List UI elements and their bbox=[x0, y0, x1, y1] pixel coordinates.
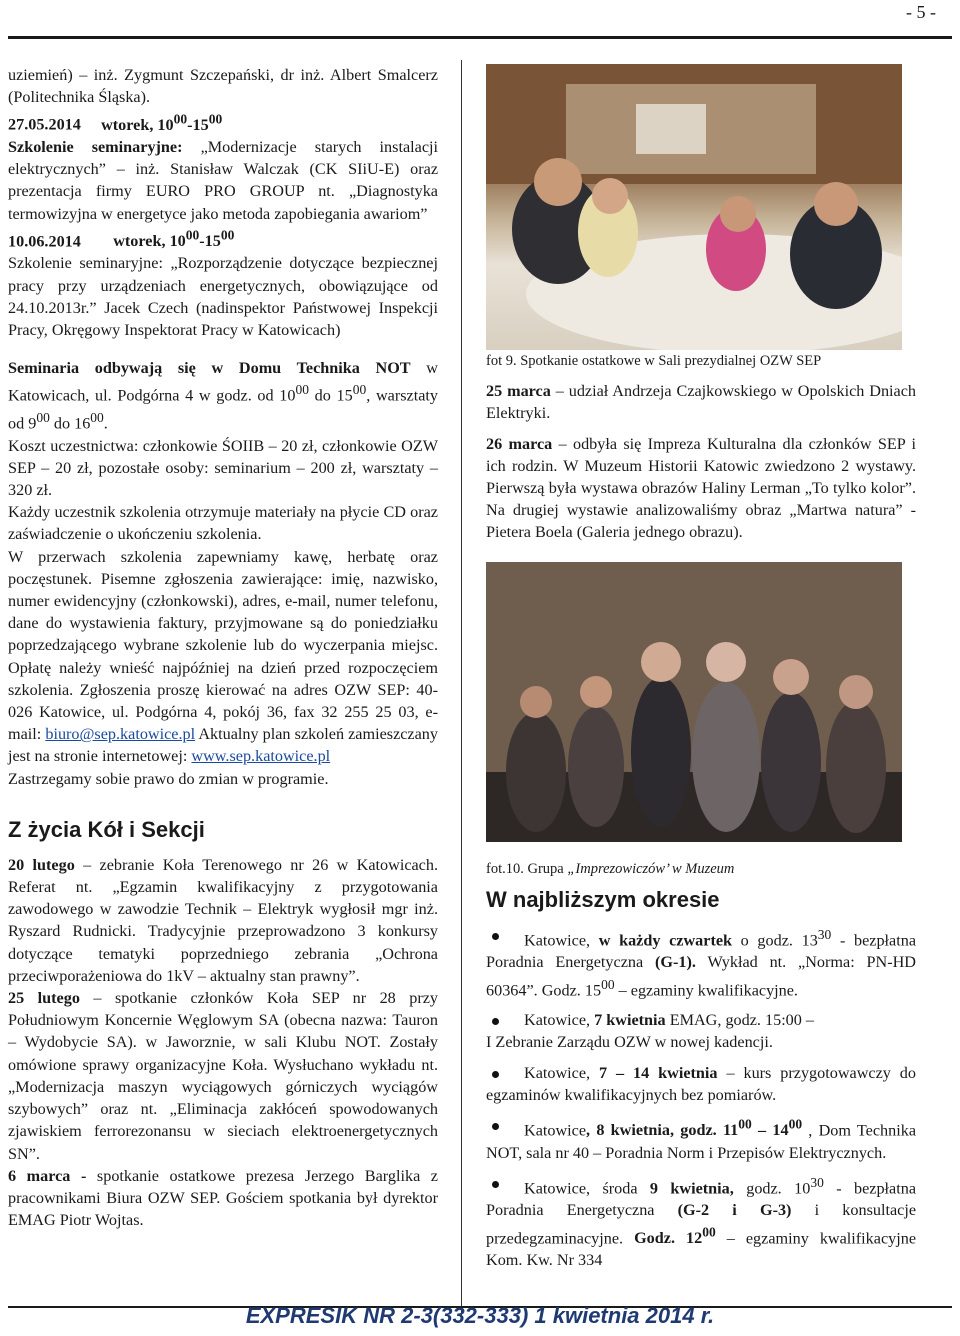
event-3 bbox=[8, 1165, 438, 1232]
b1-d: - bezpłatna Poradnia Energetyczna bbox=[486, 931, 917, 972]
cost-text: Koszt uczestnictwa: członkowie ŚOIIB – 20 zł, członkowie OZW SEP – 20 zł, pozostałe osoby: seminarium – 200 zł, warsztaty – 320 zł. bbox=[8, 436, 438, 500]
b5-b: 9 kwietnia, bbox=[649, 1179, 734, 1198]
b5-a: Katowice, środa bbox=[524, 1179, 650, 1198]
right-column bbox=[486, 64, 916, 1279]
intro-tail: uziemień) – inż. Zygmunt Szczepański, dr inż. Albert Smalcerz (Politechnika Śląska). bbox=[8, 66, 438, 107]
b3-b: 7 – 14 kwietnia bbox=[599, 1063, 718, 1082]
venue-to2: do 16 bbox=[49, 414, 91, 433]
upcoming-item-3 bbox=[486, 1062, 916, 1106]
photo-museum-illustration bbox=[486, 562, 902, 842]
event-2 bbox=[8, 987, 438, 1165]
right-event-2 bbox=[486, 433, 916, 544]
section-heading-upcoming: W najbliższym okresie bbox=[486, 886, 720, 912]
seminar-2-sup2: 00 bbox=[220, 227, 235, 243]
b5-sup2: 00 bbox=[702, 1224, 716, 1240]
b1-e: (G-1). bbox=[655, 953, 696, 972]
b4-b: , 8 kwietnia, godz. 11 bbox=[586, 1121, 739, 1140]
event-1 bbox=[8, 854, 438, 987]
right-event-1-text: – udział Andrzeja Czajkowskiego w Opolskich Dniach Elektryki. bbox=[486, 382, 917, 423]
seminar-1-text: „Modernizacje starych instalacji elektrycznych” – inż. Stanisław Walczak (CK SIiU-E) oraz prezentacja firmy EURO PRO GROUP nt. „Diagnostyka termowizyjna w energetyce jako metoda zapobiegania awariom” bbox=[8, 138, 438, 223]
seminar-2-text: Szkolenie seminaryjne: „Rozporządzenie dotyczące bezpiecznej pracy przy urządzeniach energetycznych, obowiązujące od 24.10.2013r.” Jacek Czech (nadinspektor Państwowej Inspekcji Pracy, Okręgowy Inspektorat Pracy w Katowicach) bbox=[8, 254, 438, 340]
b3-a: Katowice, bbox=[524, 1063, 599, 1082]
venue-to: do 15 bbox=[309, 386, 353, 405]
seminar-1-sup2: 00 bbox=[208, 111, 223, 127]
b2-b: 7 kwietnia bbox=[594, 1011, 666, 1030]
right-event-2-text: – odbyła się Impreza Kulturalna dla członków SEP i ich rodzin. W Muzeum Historii Katowic zwiedzono 2 wystawy. Pierwszą była wystawa obrazów Haliny Lerman „To tylko kolor”. Na drugiej wystawie analizowaliśmy obraz „Martwa natura” - Pietera Boela (Galeria jednego obrazu). bbox=[486, 434, 917, 542]
b3-c: – kurs przygotowawczy do egzaminów kwalifikacyjnych bez pomiarów. bbox=[486, 1063, 916, 1104]
upcoming-item-5 bbox=[486, 1172, 916, 1272]
photo-2-caption-b: „Imprezowiczów’ w Muzeum bbox=[567, 860, 735, 877]
seminar-1-header bbox=[8, 108, 438, 136]
b4-sup: 00 bbox=[738, 1117, 752, 1133]
bullet-icon bbox=[492, 933, 499, 940]
venue-sup3: 00 bbox=[36, 410, 50, 426]
seminar-1-body bbox=[8, 136, 438, 225]
coffee-text bbox=[8, 546, 438, 768]
event-3-text: spotkanie ostatkowe prezesa Jerzego Barglika z pracownikami Biura OZW SEP. Gościem spotkania był dyrektor EMAG Piotr Wojtas. bbox=[8, 1166, 438, 1230]
left-column bbox=[8, 64, 438, 1231]
reserve-text: Zastrzegamy sobie prawo do zmian w programie. bbox=[8, 769, 329, 788]
photo-1-caption: fot 9. Spotkanie ostatkowe w Sali prezydialnej OZW SEP bbox=[486, 353, 822, 369]
bullet-icon bbox=[492, 1123, 499, 1130]
seminar-2-date: 10.06.2014 bbox=[8, 232, 81, 251]
seminar-venue-address: w Katowicach, ul. Podgórna 4 w godz. od 10 bbox=[8, 359, 438, 405]
b5-g: Godz. 12 bbox=[634, 1229, 703, 1248]
right-event-1-date: 25 marca bbox=[486, 382, 551, 401]
photo-museum-group bbox=[486, 562, 902, 842]
website-link[interactable]: www.sep.katowice.pl bbox=[191, 747, 331, 766]
b4-d: , Dom Technika NOT, sala nr 40 – Poradnia Norm i Przepisów Elektrycznych. bbox=[486, 1121, 917, 1162]
b1-a: Katowice, bbox=[524, 931, 599, 950]
seminar-1-sep: -15 bbox=[187, 115, 209, 134]
footer-issue: EXPRESIK NR 2-3(332-333) 1 kwietnia 2014 r. bbox=[245, 1303, 715, 1328]
cd-text: Każdy uczestnik szkolenia otrzymuje materiały na płycie CD oraz zaświadczenie o ukończeniu szkolenia. bbox=[8, 503, 438, 544]
b1-f: Wykład nt. „Norma: PN-HD 60364”. Godz. 15 bbox=[486, 953, 916, 1000]
upcoming-item-2 bbox=[486, 1009, 916, 1053]
b1-b: w każdy czwartek bbox=[598, 931, 733, 950]
event-1-date: 20 lutego bbox=[8, 855, 75, 874]
b4-sup2: 00 bbox=[788, 1117, 803, 1133]
b1-sup: 30 bbox=[817, 926, 832, 942]
b1-sup2: 00 bbox=[601, 976, 615, 992]
event-2-text: – spotkanie członków Koła SEP nr 28 przy Południowym Koncernie Węglowym SA (obecna nazwa: Tauron – Wydobycie SA). w Jaworznie, w sali Klubu NOT. Zostały omówione sprawy organizacyjne Koła. Wysłuchano wykładu nt. „Modernizacja maszyn wyciągowych górniczych wyciągów szybowych” oraz nt. „Eliminacja zakłóceń spowodowanych zjawiskiem ferrorezonansu w sieciach elektroenergetycznych SN”. bbox=[8, 989, 439, 1163]
upcoming-item-1 bbox=[486, 924, 916, 1001]
b5-h: – egzaminy kwalifikacyjne Kom. Kw. Nr 334 bbox=[486, 1229, 917, 1270]
bullet-icon bbox=[492, 1181, 499, 1188]
workshop-hours: warsztaty od 9 bbox=[8, 386, 439, 433]
event-3-date: 6 marca - bbox=[8, 1166, 87, 1185]
seminar-venue: Seminaria odbywają się w Domu Technika NOT w Katowicach, ul. Podgórna 4 w godz. od $10^{00}$ do $15^{00}$, warsztaty od $9^{00}$ do $16^{00}$. bbox=[8, 359, 439, 433]
seminar-2-sep: -15 bbox=[199, 232, 221, 251]
venue-sup1: 00 bbox=[295, 382, 309, 398]
upcoming-item-4 bbox=[486, 1114, 916, 1164]
venue-sup4: 00 bbox=[90, 410, 104, 426]
bullet-icon bbox=[492, 1018, 499, 1025]
photo-2-caption-a: fot.10. Grupa bbox=[486, 860, 568, 877]
right-event-1 bbox=[486, 380, 916, 424]
b5-f: i konsultacje przedegzaminacyjne. bbox=[486, 1201, 917, 1248]
registration-text: Pisemne zgłoszenia zawierające: imię, nazwisko, numer ewidencyjny (członkowski), adres, e-mail, numer telefonu, dane do wystawienia faktury, przyjmowane są do poniedziałku poprzedzającego wybrane szkolenie lub do wyczerpania miejsc. Opłatę należy wnieść najpóźniej na dzień przed rozpoczęciem szkolenia. Zgłoszenia proszę kierować na adres OZW SEP: 40-026 Katowice, ul. Podgórna 4, pokój 36, fax 32 255 25 03, e-mail: bbox=[8, 569, 438, 744]
seminar-1-date: 27.05.2014 bbox=[8, 115, 81, 134]
seminar-1-label: Szkolenie seminaryjne: bbox=[8, 138, 183, 156]
plan-text: Aktualny plan szkoleń zamieszczany jest na stronie internetowej: bbox=[8, 725, 438, 766]
b5-sup: 30 bbox=[810, 1174, 824, 1190]
right-event-2-date: 26 marca bbox=[486, 434, 553, 453]
column-divider bbox=[461, 60, 462, 1315]
seminar-venue-bold: Seminaria odbywają się w Domu Technika NOT bbox=[8, 359, 411, 378]
seminar-2-day: wtorek, 10 bbox=[113, 232, 186, 251]
page-number: - 5 - bbox=[906, 2, 936, 22]
b2-a: Katowice, bbox=[524, 1011, 595, 1030]
section-heading-circles: Z życia Kół i Sekcji bbox=[8, 816, 205, 842]
top-rule bbox=[8, 36, 952, 39]
b1-c: o godz. 13 bbox=[732, 931, 818, 950]
upcoming-list bbox=[486, 924, 916, 1272]
b5-d: - bezpłatna Poradnia Energetyczna bbox=[486, 1179, 916, 1220]
event-2-date: 25 lutego bbox=[8, 989, 80, 1008]
seminar-1-sup1: 00 bbox=[173, 111, 188, 127]
b2-d: I Zebranie Zarządu OZW w nowej kadencji. bbox=[486, 1033, 773, 1052]
photo-dinner-table bbox=[486, 64, 902, 350]
photo-2-caption bbox=[486, 858, 916, 880]
coffee-line: W przerwach szkolenia zapewniamy kawę, herbatę oraz poczęstunek. bbox=[8, 547, 438, 588]
seminar-2-header bbox=[8, 225, 438, 253]
b5-e: (G-2 i G-3) bbox=[677, 1201, 792, 1220]
venue-dot: . bbox=[103, 414, 108, 433]
photo-dinner-illustration bbox=[486, 64, 902, 350]
seminar-2-sup1: 00 bbox=[185, 227, 200, 243]
bullet-icon bbox=[492, 1071, 499, 1078]
seminar-1-day: wtorek, 10 bbox=[101, 115, 174, 134]
b4-c: – 14 bbox=[751, 1121, 789, 1140]
b1-g: – egzaminy kwalifikacyjne. bbox=[614, 981, 798, 1000]
b2-c: EMAG, godz. 15:00 – bbox=[665, 1011, 815, 1030]
b5-c: godz. 10 bbox=[733, 1179, 811, 1198]
email-link[interactable]: biuro@sep.katowice.pl bbox=[45, 725, 196, 744]
b4-a: Katowice bbox=[524, 1121, 587, 1140]
venue-sup2: 00 bbox=[352, 382, 367, 398]
event-1-text: – zebranie Koła Terenowego nr 26 w Katowicach. Referat nt. „Egzamin kwalifikacyjny z przygotowania zawodowego w zawodzie Technik – Elektryk wygłosił mgr inż. Ryszard Rudnicki. Tradycyjnie przeprowadzono 3 konkursy dotyczące tematyki poprzedniego zebrania „Ochrona przeciwporażeniowa do 1kV – aktualny stan prawny”. bbox=[8, 855, 439, 985]
